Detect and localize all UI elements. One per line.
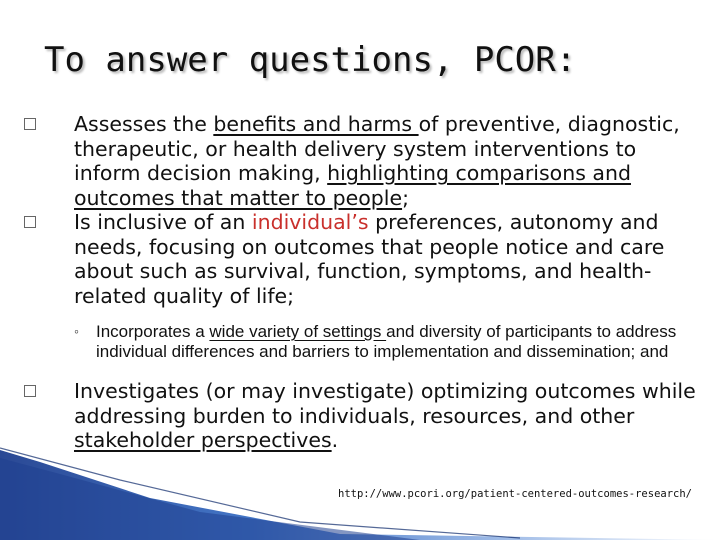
highlighted-text: individual’s	[251, 210, 369, 234]
bullet-text: .	[331, 428, 339, 452]
underlined-text: highlighting comparisons and outcomes that matter to people	[74, 161, 631, 210]
circle-bullet-icon: ◦	[74, 323, 79, 339]
bullet-text: ;	[402, 185, 409, 210]
bullet-text: Is inclusive of an	[74, 210, 252, 234]
bullet-assesses	[20, 112, 700, 210]
underlined-text: wide variety of settings	[209, 322, 387, 341]
bullet-text: Assesses the	[74, 112, 214, 136]
underlined-text: benefits and harms	[213, 112, 419, 136]
bullet-inclusive	[20, 210, 700, 308]
checkbox-bullet-icon	[24, 216, 36, 228]
checkbox-bullet-icon	[24, 385, 36, 397]
checkbox-bullet-icon	[24, 118, 36, 130]
bullet-text: preferences, autonomy and needs, focusing on outcomes that people notice and care about such as survival, function, symptoms, and health-related quality of life;	[74, 210, 665, 308]
sub-bullet-incorporates	[20, 322, 700, 361]
bullet-text: Investigates (or may investigate) optimizing outcomes while addressing burden to individuals, resources, and other	[74, 379, 696, 428]
slide-content	[20, 112, 700, 453]
source-url: http://www.pcori.org/patient-centered-outcomes-research/	[338, 488, 693, 500]
sub-bullet-text: and diversity of participants to address individual differences and barriers to implementation and dissemination; and	[96, 322, 677, 361]
sub-bullet-text: Incorporates a	[96, 322, 210, 341]
bullet-text: of preventive, diagnostic, therapeutic, or health delivery system interventions to inform decision making,	[74, 112, 680, 185]
slide-title: To answer questions, PCOR:	[44, 40, 577, 80]
underlined-text: stakeholder perspectives	[74, 428, 332, 452]
